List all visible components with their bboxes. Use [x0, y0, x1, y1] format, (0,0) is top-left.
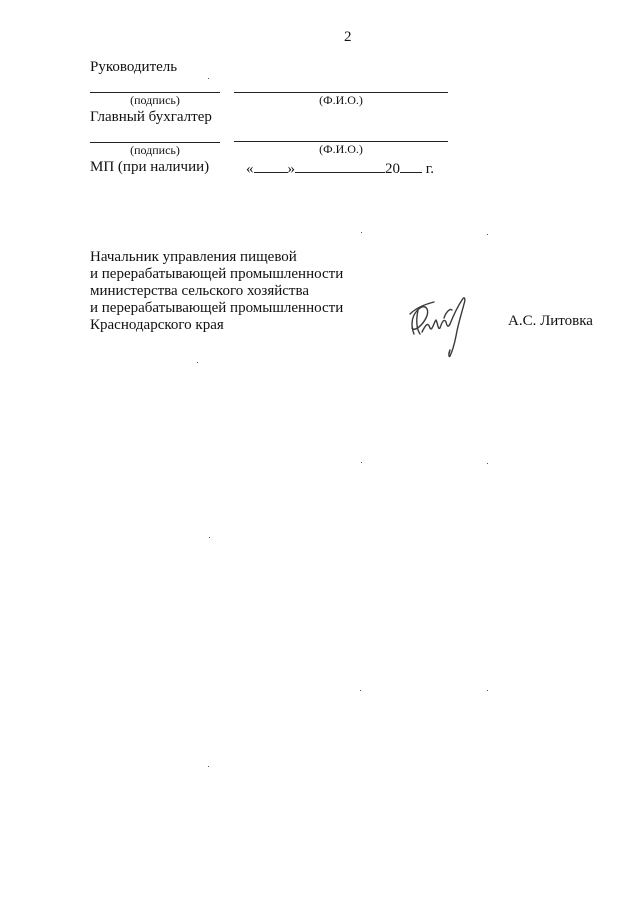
scan-speck — [487, 463, 488, 464]
chief-accountant-label: Главный бухгалтер — [90, 109, 212, 125]
scan-speck — [361, 462, 362, 463]
scan-speck — [487, 234, 488, 235]
scan-speck — [360, 690, 361, 691]
handwritten-signature — [400, 288, 480, 368]
scan-speck — [209, 537, 210, 538]
official-title — [90, 249, 343, 334]
scan-speck — [487, 690, 488, 691]
scan-speck — [197, 362, 198, 363]
manager-signature-caption: (подпись) — [130, 93, 180, 107]
date-line — [246, 159, 434, 178]
chief-accountant-name-caption: (Ф.И.О.) — [319, 142, 363, 156]
day-blank — [254, 159, 288, 173]
month-blank — [295, 159, 385, 173]
official-title-line: министерства сельского хозяйства — [90, 283, 310, 299]
official-title-line: и перерабатывающей промышленности — [90, 300, 344, 316]
official-title-line: и перерабатывающей промышленности — [90, 266, 344, 282]
scan-speck — [208, 766, 209, 767]
official-title-line: Начальник управления пищевой — [90, 249, 297, 265]
stamp-label: МП (при наличии) — [90, 159, 210, 175]
year-prefix: 20 — [385, 161, 400, 177]
official-name: А.С. Литовка — [508, 313, 593, 329]
page-number: 2 — [344, 29, 352, 45]
official-title-line: Краснодарского края — [90, 317, 224, 333]
chief-accountant-signature-caption: (подпись) — [130, 143, 180, 157]
year-blank — [400, 159, 422, 173]
date-close-quote: » — [287, 161, 295, 177]
date-open-quote: « — [246, 161, 254, 177]
manager-name-caption: (Ф.И.О.) — [319, 93, 363, 107]
scan-speck — [361, 232, 362, 233]
scan-speck — [208, 78, 209, 79]
manager-label: Руководитель — [90, 59, 178, 75]
year-suffix: г. — [425, 161, 434, 177]
